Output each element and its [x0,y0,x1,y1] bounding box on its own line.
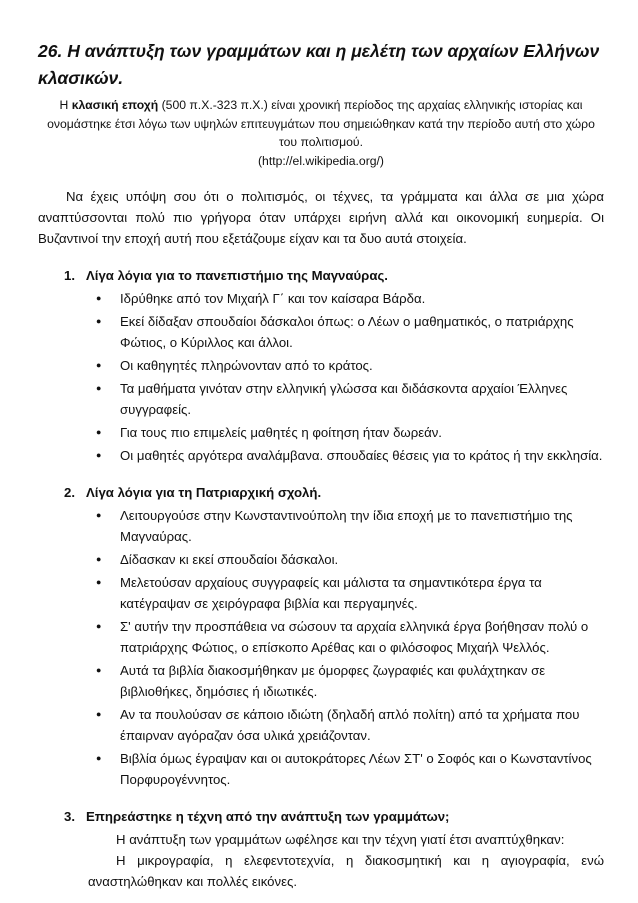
section-number: 2. [64,485,75,500]
list-item: ● Τα μαθήματα γινόταν στην ελληνική γλώσσα και διδάσκοντα αρχαίοι Έλληνες συγγραφείς. [108,378,604,420]
list-item: ● Οι μαθητές αργότερα αναλάμβανα. σπουδαίες θέσεις για το κράτος ή την εκκλησία. [108,445,604,466]
intro-source-link[interactable]: (http://el.wikipedia.org/) [258,153,384,168]
section-3 [38,806,604,892]
section-title: Λίγα λόγια για το πανεπιστήμιο της Μαγναύρας. [86,268,388,283]
intro-text: (500 π.Χ.-323 π.Χ.) είναι χρονική περίοδος της αρχαίας ελληνικής ιστορίας και ονομάστηκε έτσι λόγω των υψηλών επιτευγμάτων που σημειώθηκαν κατά την περίοδο αυτή στο χώρο του πολιτισμού. [47,98,595,149]
body-line: Η μικρογραφία, η ελεφεντοτεχνία, η διακοσμητική και η αγιογραφία, ενώ αναστηλώθηκαν και πολλές εικόνες. [88,853,604,889]
list-item: ● Ιδρύθηκε από τον Μιχαήλ Γ΄ και τον καίσαρα Βάρδα. [108,288,604,309]
section-2 [38,482,604,790]
list-item: ● Οι καθηγητές πληρώνονταν από το κράτος. [108,355,604,376]
list-item: ● Εκεί δίδαξαν σπουδαίοι δάσκαλοι όπως: ο Λέων ο μαθηματικός, ο πατριάρχης Φώτιος, ο Κύριλλος και άλλοι. [108,311,604,353]
bullet-list [38,505,604,790]
list-item: ● Μελετούσαν αρχαίους συγγραφείς και μάλιστα τα σημαντικότερα έργα τα κατέγραψαν σε χειρόγραφα βιβλία και περγαμηνές. [108,572,604,614]
section-body [88,829,604,892]
section-heading [64,265,604,286]
section-title: Λίγα λόγια για τη Πατριαρχική σχολή. [86,485,322,500]
section-title: Επηρεάστηκε η τέχνη από την ανάπτυξη των γραμμάτων; [86,809,450,824]
section-heading [64,806,604,827]
document-title: 26. Η ανάπτυξη των γραμμάτων και η μελέτη των αρχαίων Ελλήνων κλασικών. [38,41,600,88]
body-line: Η ανάπτυξη των γραμμάτων ωφέλησε και την τέχνη γιατί έτσι αναπτύχθηκαν: [116,832,565,847]
list-item: ● Δίδασκαν κι εκεί σπουδαίοι δάσκαλοι. [108,549,604,570]
list-item: ● Σ' αυτήν την προσπάθεια να σώσουν τα αρχαία ελληνικά έργα βοήθησαν πολύ ο πατριάρχης Φώτιος, ο επίσκοπο Αρέθας και ο φιλόσοφος Μιχαήλ Ψελλός. [108,616,604,658]
section-1 [38,265,604,466]
list-item: ● Αυτά τα βιβλία διακοσμήθηκαν με όμορφες ζωγραφιές και φυλάχτηκαν σε βιβλιοθήκες, δημόσιες ή ιδιωτικές. [108,660,604,702]
section-heading [64,482,604,503]
intro-prefix: Η [59,98,72,112]
list-item: ● Αν τα πουλούσαν σε κάποιο ιδιώτη (δηλαδή απλό πολίτη) από τα χρήματα που έπαιρναν αγόραζαν όσα υλικά χρειάζονταν. [108,704,604,746]
section-number: 1. [64,268,75,283]
intro-quote [38,96,604,170]
list-item: ● Λειτουργούσε στην Κωνσταντινούπολη την ίδια εποχή με το πανεπιστήμιο της Μαγναύρας. [108,505,604,547]
intro-bold-term: κλασική εποχή [71,98,159,112]
list-item: ● Βιβλία όμως έγραψαν και οι αυτοκράτορες Λέων ΣΤ' ο Σοφός και ο Κωνσταντίνος Πορφυρογέννητος. [108,748,604,790]
list-item: ● Για τους πιο επιμελείς μαθητές η φοίτηση ήταν δωρεάν. [108,422,604,443]
main-paragraph: Να έχεις υπόψη σου ότι ο πολιτισμός, οι τέχνες, τα γράμματα και άλλα σε μια χώρα αναπτύσσονται πολύ πιο γρήγορα όταν υπάρχει ειρήνη αλλά και οικονομική ευημερία. Οι Βυζαντινοί την εποχή αυτή που εξετάζουμε είχαν και τα δυο αυτά στοιχεία. [38,189,604,246]
section-number: 3. [64,809,75,824]
bullet-list [38,288,604,466]
